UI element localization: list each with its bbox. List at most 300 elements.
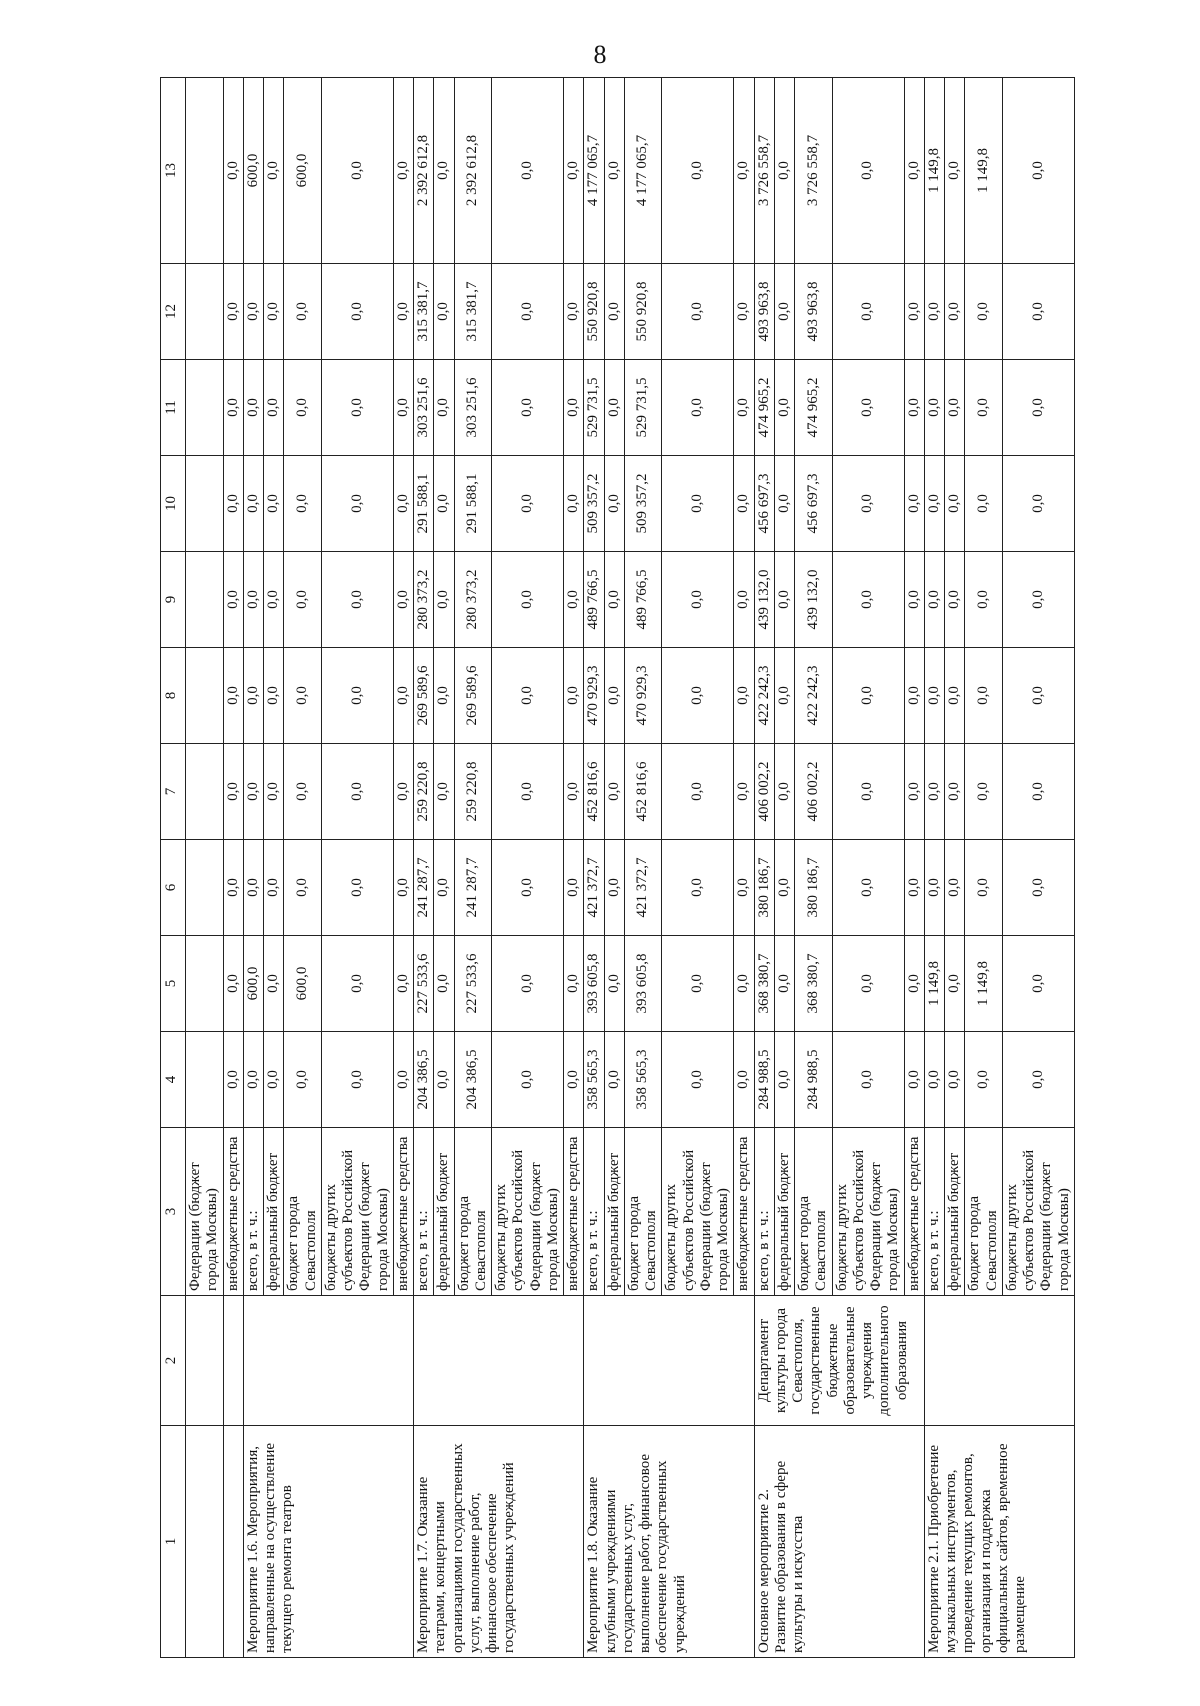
value-cell: 0,0 xyxy=(264,264,284,360)
funding-source-cell: внебюджетные средства xyxy=(393,1128,413,1296)
value-cell: 0,0 xyxy=(1002,648,1074,744)
table-row xyxy=(414,78,434,1658)
value-cell: 0,0 xyxy=(604,1032,624,1128)
funding-source-cell: бюджеты других субъектов Российской Федерации (бюджет города Москвы) xyxy=(832,1128,904,1296)
value-cell: 0,0 xyxy=(832,648,904,744)
value-cell: 0,0 xyxy=(832,78,904,264)
value-cell: 0,0 xyxy=(284,1032,322,1128)
executor-cell xyxy=(186,1296,224,1426)
column-number-9: 9 xyxy=(161,552,186,648)
value-cell: 0,0 xyxy=(223,744,243,840)
value-cell: 0,0 xyxy=(564,78,584,264)
value-cell: 0,0 xyxy=(924,840,944,936)
event-cell: Мероприятие 1.7. Оказание театрами, концертными организациями государственных услуг, выполнение работ, финансовое обеспечение государственных учреждений xyxy=(414,1426,584,1658)
column-number-11: 11 xyxy=(161,360,186,456)
value-cell: 0,0 xyxy=(284,744,322,840)
value-cell: 0,0 xyxy=(564,744,584,840)
value-cell: 0,0 xyxy=(393,78,413,264)
value-cell: 0,0 xyxy=(945,360,965,456)
value-cell: 0,0 xyxy=(264,744,284,840)
value-cell: 368 380,7 xyxy=(795,936,833,1032)
value-cell: 0,0 xyxy=(393,264,413,360)
value-cell: 0,0 xyxy=(243,552,263,648)
event-cell: Мероприятие 2.1. Приобретение музыкальных инструментов, проведение текущих ремонтов, организация и поддержка официальных сайтов, временное размещение xyxy=(924,1426,1074,1658)
value-cell: 4 177 065,7 xyxy=(584,78,604,264)
value-cell: 0,0 xyxy=(924,552,944,648)
value-cell: 0,0 xyxy=(832,936,904,1032)
value-cell: 0,0 xyxy=(434,456,454,552)
value-cell: 0,0 xyxy=(924,648,944,744)
value-cell: 0,0 xyxy=(492,744,564,840)
executor-cell xyxy=(924,1296,1074,1426)
value-cell: 0,0 xyxy=(945,648,965,744)
value-cell: 0,0 xyxy=(393,456,413,552)
value-cell: 315 381,7 xyxy=(454,264,492,360)
value-cell: 0,0 xyxy=(321,744,393,840)
value-cell: 0,0 xyxy=(243,648,263,744)
value-cell: 0,0 xyxy=(1002,456,1074,552)
value-cell: 0,0 xyxy=(264,936,284,1032)
value-cell: 0,0 xyxy=(945,264,965,360)
funding-source-cell: всего, в т. ч.: xyxy=(754,1128,774,1296)
value-cell: 0,0 xyxy=(904,936,924,1032)
value-cell: 3 726 558,7 xyxy=(754,78,774,264)
value-cell: 0,0 xyxy=(243,1032,263,1128)
value-cell: 470 929,3 xyxy=(624,648,662,744)
value-cell: 0,0 xyxy=(564,360,584,456)
value-cell: 0,0 xyxy=(321,360,393,456)
value-cell: 0,0 xyxy=(965,264,1003,360)
value-cell: 529 731,5 xyxy=(624,360,662,456)
value-cell: 0,0 xyxy=(1002,78,1074,264)
value-cell: 0,0 xyxy=(945,744,965,840)
value-cell: 422 242,3 xyxy=(754,648,774,744)
value-cell: 0,0 xyxy=(564,1032,584,1128)
value-cell: 0,0 xyxy=(832,456,904,552)
value-cell: 284 988,5 xyxy=(795,1032,833,1128)
value-cell: 421 372,7 xyxy=(624,840,662,936)
value-cell: 0,0 xyxy=(434,936,454,1032)
funding-source-cell: бюджеты других субъектов Российской Федерации (бюджет города Москвы) xyxy=(492,1128,564,1296)
value-cell: 0,0 xyxy=(774,648,794,744)
value-cell: 600,0 xyxy=(243,936,263,1032)
value-cell: 0,0 xyxy=(434,360,454,456)
value-cell: 0,0 xyxy=(904,552,924,648)
event-cell: Основное мероприятие 2. Развитие образования в сфере культуры и искусства xyxy=(754,1426,924,1658)
value-cell: 0,0 xyxy=(774,456,794,552)
value-cell: 393 605,8 xyxy=(624,936,662,1032)
column-number-6: 6 xyxy=(161,840,186,936)
value-cell xyxy=(186,78,224,264)
value-cell: 0,0 xyxy=(492,264,564,360)
page-number: 8 xyxy=(593,40,607,69)
value-cell: 0,0 xyxy=(662,1032,734,1128)
funding-source-cell: бюджеты других субъектов Российской Федерации (бюджет города Москвы) xyxy=(662,1128,734,1296)
value-cell: 550 920,8 xyxy=(584,264,604,360)
value-cell: 0,0 xyxy=(734,552,754,648)
value-cell: 259 220,8 xyxy=(414,744,434,840)
value-cell: 0,0 xyxy=(223,78,243,264)
value-cell: 0,0 xyxy=(832,1032,904,1128)
value-cell: 422 242,3 xyxy=(795,648,833,744)
value-cell: 0,0 xyxy=(965,360,1003,456)
value-cell: 0,0 xyxy=(734,744,754,840)
funding-source-cell: бюджеты других субъектов Российской Федерации (бюджет города Москвы) xyxy=(321,1128,393,1296)
value-cell: 0,0 xyxy=(492,648,564,744)
value-cell: 0,0 xyxy=(434,840,454,936)
value-cell: 315 381,7 xyxy=(414,264,434,360)
value-cell: 0,0 xyxy=(434,264,454,360)
value-cell: 0,0 xyxy=(393,552,413,648)
value-cell: 0,0 xyxy=(662,78,734,264)
budget-table xyxy=(160,77,1075,1658)
funding-source-cell: федеральный бюджет xyxy=(604,1128,624,1296)
column-number-12: 12 xyxy=(161,264,186,360)
value-cell: 0,0 xyxy=(924,264,944,360)
value-cell: 0,0 xyxy=(564,936,584,1032)
column-number-13: 13 xyxy=(161,78,186,264)
value-cell: 269 589,6 xyxy=(414,648,434,744)
value-cell: 0,0 xyxy=(393,744,413,840)
value-cell: 529 731,5 xyxy=(584,360,604,456)
value-cell: 406 002,2 xyxy=(795,744,833,840)
funding-source-cell: внебюджетные средства xyxy=(223,1128,243,1296)
column-number-8: 8 xyxy=(161,648,186,744)
value-cell xyxy=(186,264,224,360)
value-cell: 291 588,1 xyxy=(414,456,434,552)
value-cell: 0,0 xyxy=(284,648,322,744)
value-cell: 0,0 xyxy=(774,936,794,1032)
value-cell: 0,0 xyxy=(434,78,454,264)
value-cell: 380 186,7 xyxy=(795,840,833,936)
value-cell: 0,0 xyxy=(924,456,944,552)
value-cell: 0,0 xyxy=(1002,840,1074,936)
funding-source-cell: всего, в т. ч.: xyxy=(924,1128,944,1296)
executor-cell xyxy=(414,1296,584,1426)
value-cell: 0,0 xyxy=(924,744,944,840)
value-cell: 0,0 xyxy=(604,552,624,648)
value-cell: 0,0 xyxy=(243,840,263,936)
value-cell: 0,0 xyxy=(564,264,584,360)
table-row xyxy=(584,78,604,1658)
value-cell: 227 533,6 xyxy=(454,936,492,1032)
funding-source-cell: внебюджетные средства xyxy=(734,1128,754,1296)
value-cell: 0,0 xyxy=(904,648,924,744)
value-cell: 0,0 xyxy=(965,1032,1003,1128)
value-cell: 0,0 xyxy=(1002,360,1074,456)
value-cell: 269 589,6 xyxy=(454,648,492,744)
table-row xyxy=(754,78,774,1658)
value-cell: 0,0 xyxy=(945,78,965,264)
value-cell: 0,0 xyxy=(393,840,413,936)
value-cell: 0,0 xyxy=(904,456,924,552)
funding-source-cell: федеральный бюджет xyxy=(434,1128,454,1296)
value-cell: 0,0 xyxy=(564,648,584,744)
value-cell: 0,0 xyxy=(393,1032,413,1128)
value-cell: 0,0 xyxy=(904,360,924,456)
value-cell: 456 697,3 xyxy=(795,456,833,552)
column-number-2: 2 xyxy=(161,1296,186,1426)
funding-source-cell: Федерации (бюджет города Москвы) xyxy=(186,1128,224,1296)
value-cell: 406 002,2 xyxy=(754,744,774,840)
value-cell: 0,0 xyxy=(243,360,263,456)
value-cell: 0,0 xyxy=(945,936,965,1032)
value-cell: 489 766,5 xyxy=(584,552,604,648)
value-cell: 0,0 xyxy=(662,456,734,552)
value-cell: 439 132,0 xyxy=(795,552,833,648)
value-cell: 241 287,7 xyxy=(454,840,492,936)
table-row xyxy=(186,78,224,1658)
value-cell: 0,0 xyxy=(264,840,284,936)
value-cell xyxy=(186,936,224,1032)
value-cell: 0,0 xyxy=(492,840,564,936)
funding-source-cell: внебюджетные средства xyxy=(564,1128,584,1296)
value-cell: 0,0 xyxy=(243,264,263,360)
value-cell: 0,0 xyxy=(734,1032,754,1128)
value-cell: 358 565,3 xyxy=(584,1032,604,1128)
value-cell: 280 373,2 xyxy=(414,552,434,648)
funding-source-cell: федеральный бюджет xyxy=(774,1128,794,1296)
event-cell: Мероприятие 1.6. Мероприятия, направленные на осуществление текущего ремонта театров xyxy=(243,1426,413,1658)
funding-source-cell: всего, в т. ч.: xyxy=(414,1128,434,1296)
value-cell: 0,0 xyxy=(832,552,904,648)
value-cell: 0,0 xyxy=(492,78,564,264)
column-number-7: 7 xyxy=(161,744,186,840)
value-cell: 0,0 xyxy=(734,936,754,1032)
column-number-5: 5 xyxy=(161,936,186,1032)
value-cell: 0,0 xyxy=(904,264,924,360)
value-cell: 0,0 xyxy=(945,1032,965,1128)
value-cell: 0,0 xyxy=(904,1032,924,1128)
value-cell: 0,0 xyxy=(662,936,734,1032)
value-cell: 0,0 xyxy=(284,264,322,360)
value-cell: 0,0 xyxy=(223,648,243,744)
value-cell: 0,0 xyxy=(774,840,794,936)
value-cell: 0,0 xyxy=(223,264,243,360)
value-cell: 0,0 xyxy=(264,456,284,552)
value-cell: 0,0 xyxy=(904,840,924,936)
value-cell: 0,0 xyxy=(284,360,322,456)
value-cell: 3 726 558,7 xyxy=(795,78,833,264)
value-cell: 204 386,5 xyxy=(414,1032,434,1128)
value-cell: 456 697,3 xyxy=(754,456,774,552)
funding-source-cell: бюджет города Севастополя xyxy=(624,1128,662,1296)
value-cell: 0,0 xyxy=(564,456,584,552)
value-cell: 0,0 xyxy=(223,1032,243,1128)
executor-cell xyxy=(223,1296,243,1426)
funding-source-cell: бюджет города Севастополя xyxy=(284,1128,322,1296)
value-cell xyxy=(186,744,224,840)
executor-cell xyxy=(584,1296,754,1426)
column-number-3: 3 xyxy=(161,1128,186,1296)
value-cell: 0,0 xyxy=(321,840,393,936)
value-cell: 0,0 xyxy=(223,552,243,648)
value-cell: 452 816,6 xyxy=(584,744,604,840)
value-cell xyxy=(186,552,224,648)
value-cell: 2 392 612,8 xyxy=(454,78,492,264)
value-cell: 0,0 xyxy=(264,552,284,648)
value-cell: 0,0 xyxy=(492,1032,564,1128)
value-cell: 0,0 xyxy=(774,360,794,456)
value-cell: 0,0 xyxy=(832,264,904,360)
value-cell: 227 533,6 xyxy=(414,936,434,1032)
value-cell: 0,0 xyxy=(904,744,924,840)
funding-source-cell: бюджет города Севастополя xyxy=(965,1128,1003,1296)
value-cell: 259 220,8 xyxy=(454,744,492,840)
value-cell xyxy=(186,840,224,936)
value-cell: 0,0 xyxy=(434,552,454,648)
value-cell: 1 149,8 xyxy=(965,78,1003,264)
value-cell xyxy=(186,456,224,552)
value-cell: 284 988,5 xyxy=(754,1032,774,1128)
value-cell: 0,0 xyxy=(965,744,1003,840)
value-cell: 0,0 xyxy=(434,1032,454,1128)
value-cell: 0,0 xyxy=(492,456,564,552)
value-cell: 0,0 xyxy=(393,936,413,1032)
funding-source-cell: всего, в т. ч.: xyxy=(584,1128,604,1296)
value-cell: 0,0 xyxy=(734,456,754,552)
value-cell: 380 186,7 xyxy=(754,840,774,936)
value-cell: 0,0 xyxy=(774,78,794,264)
value-cell: 489 766,5 xyxy=(624,552,662,648)
column-number-4: 4 xyxy=(161,1032,186,1128)
value-cell: 0,0 xyxy=(774,264,794,360)
value-cell: 0,0 xyxy=(945,552,965,648)
funding-source-cell: бюджет города Севастополя xyxy=(454,1128,492,1296)
value-cell: 0,0 xyxy=(662,840,734,936)
value-cell: 0,0 xyxy=(604,936,624,1032)
value-cell: 0,0 xyxy=(924,1032,944,1128)
value-cell: 303 251,6 xyxy=(414,360,434,456)
value-cell: 0,0 xyxy=(774,1032,794,1128)
value-cell: 0,0 xyxy=(604,840,624,936)
value-cell: 0,0 xyxy=(1002,552,1074,648)
value-cell xyxy=(186,1032,224,1128)
value-cell: 280 373,2 xyxy=(454,552,492,648)
value-cell: 0,0 xyxy=(264,360,284,456)
value-cell: 0,0 xyxy=(774,552,794,648)
value-cell: 600,0 xyxy=(284,78,322,264)
value-cell: 0,0 xyxy=(321,264,393,360)
value-cell: 0,0 xyxy=(393,360,413,456)
funding-source-cell: бюджеты других субъектов Российской Федерации (бюджет города Москвы) xyxy=(1002,1128,1074,1296)
value-cell: 0,0 xyxy=(264,78,284,264)
value-cell: 0,0 xyxy=(223,360,243,456)
value-cell: 0,0 xyxy=(662,648,734,744)
value-cell: 0,0 xyxy=(492,360,564,456)
value-cell: 0,0 xyxy=(492,936,564,1032)
event-cell: Мероприятие 1.8. Оказание клубными учреждениями государственных услуг, выполнение работ, финансовое обеспечение государственных учреждений xyxy=(584,1426,754,1658)
value-cell: 0,0 xyxy=(1002,744,1074,840)
value-cell: 303 251,6 xyxy=(454,360,492,456)
column-number-1: 1 xyxy=(161,1426,186,1658)
value-cell xyxy=(186,648,224,744)
value-cell: 0,0 xyxy=(832,744,904,840)
value-cell: 474 965,2 xyxy=(795,360,833,456)
value-cell: 509 357,2 xyxy=(624,456,662,552)
value-cell: 0,0 xyxy=(965,456,1003,552)
value-cell: 0,0 xyxy=(564,552,584,648)
value-cell: 0,0 xyxy=(774,744,794,840)
value-cell: 0,0 xyxy=(604,648,624,744)
value-cell xyxy=(186,360,224,456)
value-cell: 0,0 xyxy=(223,936,243,1032)
value-cell: 421 372,7 xyxy=(584,840,604,936)
value-cell: 1 149,8 xyxy=(965,936,1003,1032)
value-cell: 0,0 xyxy=(734,360,754,456)
value-cell: 0,0 xyxy=(1002,264,1074,360)
value-cell: 0,0 xyxy=(604,78,624,264)
value-cell: 0,0 xyxy=(243,744,263,840)
value-cell: 0,0 xyxy=(264,648,284,744)
value-cell: 0,0 xyxy=(924,360,944,456)
value-cell: 0,0 xyxy=(832,840,904,936)
value-cell: 0,0 xyxy=(965,552,1003,648)
value-cell: 393 605,8 xyxy=(584,936,604,1032)
value-cell: 0,0 xyxy=(321,1032,393,1128)
value-cell: 0,0 xyxy=(492,552,564,648)
value-cell: 439 132,0 xyxy=(754,552,774,648)
value-cell: 600,0 xyxy=(243,78,263,264)
value-cell: 0,0 xyxy=(321,78,393,264)
funding-source-cell: федеральный бюджет xyxy=(264,1128,284,1296)
value-cell: 1 149,8 xyxy=(924,936,944,1032)
value-cell: 0,0 xyxy=(734,264,754,360)
value-cell: 0,0 xyxy=(434,744,454,840)
value-cell: 0,0 xyxy=(734,78,754,264)
value-cell: 0,0 xyxy=(393,648,413,744)
value-cell: 493 963,8 xyxy=(754,264,774,360)
value-cell: 509 357,2 xyxy=(584,456,604,552)
value-cell: 241 287,7 xyxy=(414,840,434,936)
funding-source-cell: всего, в т. ч.: xyxy=(243,1128,263,1296)
funding-source-cell: федеральный бюджет xyxy=(945,1128,965,1296)
value-cell: 0,0 xyxy=(945,456,965,552)
value-cell: 493 963,8 xyxy=(795,264,833,360)
value-cell: 0,0 xyxy=(734,840,754,936)
value-cell: 474 965,2 xyxy=(754,360,774,456)
value-cell: 600,0 xyxy=(284,936,322,1032)
value-cell: 358 565,3 xyxy=(624,1032,662,1128)
value-cell: 1 149,8 xyxy=(924,78,944,264)
value-cell: 0,0 xyxy=(604,360,624,456)
rotated-table-wrapper xyxy=(160,78,1072,1658)
executor-cell: Департамент культуры города Севастополя, государственные бюджетные образовательные учреждения дополнительного образования xyxy=(754,1296,924,1426)
value-cell: 0,0 xyxy=(223,840,243,936)
value-cell: 0,0 xyxy=(604,264,624,360)
table-row xyxy=(243,78,263,1658)
value-cell: 0,0 xyxy=(564,840,584,936)
value-cell: 0,0 xyxy=(662,552,734,648)
value-cell: 0,0 xyxy=(243,456,263,552)
value-cell: 4 177 065,7 xyxy=(624,78,662,264)
value-cell: 0,0 xyxy=(904,78,924,264)
value-cell: 368 380,7 xyxy=(754,936,774,1032)
value-cell: 0,0 xyxy=(264,1032,284,1128)
value-cell: 0,0 xyxy=(321,456,393,552)
value-cell: 0,0 xyxy=(662,744,734,840)
value-cell: 204 386,5 xyxy=(454,1032,492,1128)
value-cell: 0,0 xyxy=(1002,1032,1074,1128)
value-cell: 0,0 xyxy=(965,648,1003,744)
value-cell: 0,0 xyxy=(945,840,965,936)
value-cell: 0,0 xyxy=(321,936,393,1032)
value-cell: 0,0 xyxy=(321,648,393,744)
column-number-header xyxy=(161,78,186,1658)
value-cell: 0,0 xyxy=(662,360,734,456)
value-cell: 0,0 xyxy=(965,840,1003,936)
value-cell: 0,0 xyxy=(1002,936,1074,1032)
